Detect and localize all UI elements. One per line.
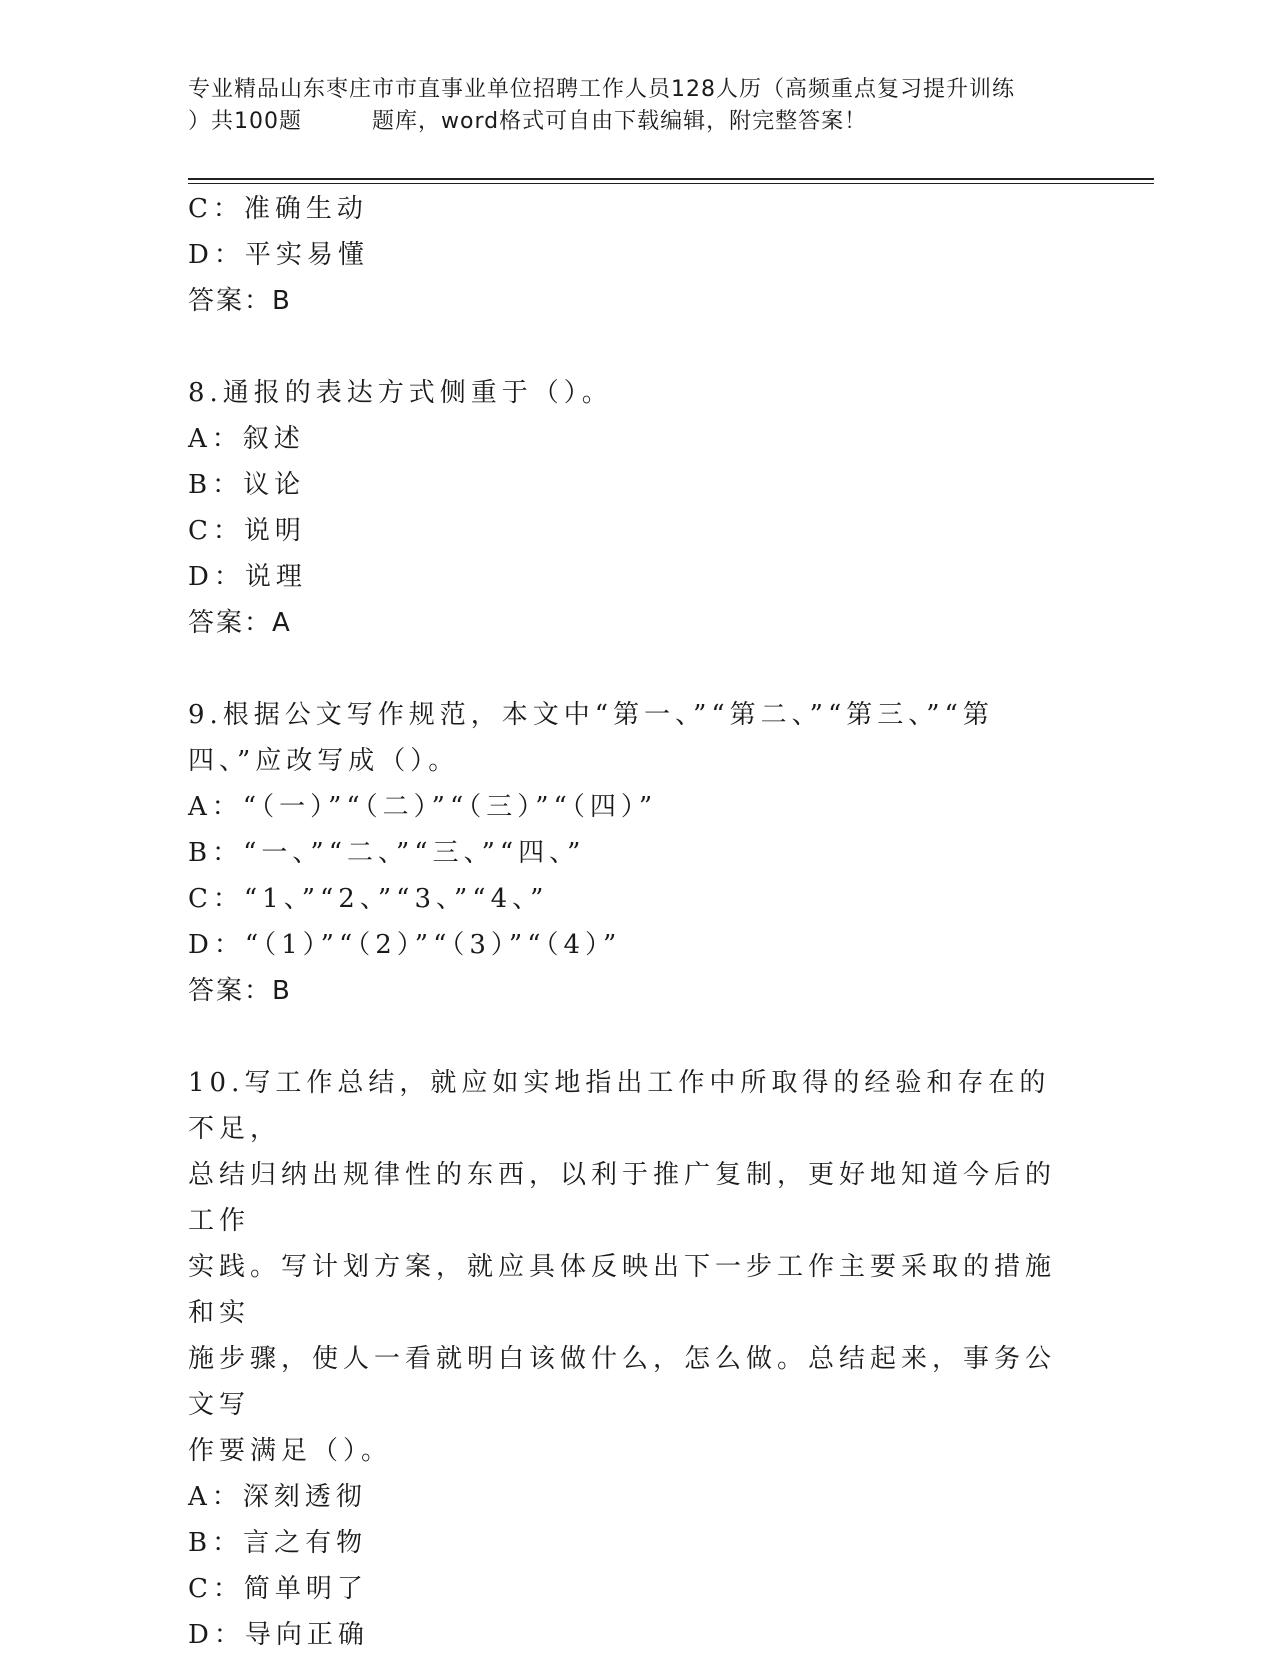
question-text-line: 四、”应改写成（）。 (188, 746, 460, 776)
question-text-line: 作要满足（）。 (188, 1436, 393, 1466)
question-8-block (188, 370, 1068, 646)
option-c: C：说明 (188, 516, 306, 546)
option-b: B：言之有物 (188, 1528, 368, 1558)
option-d: D：说理 (188, 562, 307, 592)
header-title-part2: 题库，word格式可自由下载编辑，附完整答案！ (372, 109, 868, 134)
question-text-line: 9.根据公文写作规范，本文中“第一、”“第二、”“第三、”“第 (188, 700, 994, 730)
answer-line: 答案：B (188, 976, 292, 1006)
question-7-block (188, 186, 1068, 324)
option-d: D：平实易懂 (188, 240, 369, 270)
option-c: C：“1、”“2、”“3、”“4、” (188, 884, 549, 914)
option-b: B：议论 (188, 470, 306, 500)
header-title-line2 (188, 106, 1088, 138)
header-title-line1: 专业精品山东枣庄市市直事业单位招聘工作人员128人历（高频重点复习提升训练 (188, 77, 1015, 102)
header-title-part1: ）共100题 (188, 109, 302, 134)
document-body (188, 186, 1068, 1658)
option-a: A：“（一）”“（二）”“（三）”“（四）” (188, 792, 658, 822)
question-text-line: 实践。写计划方案，就应具体反映出下一步工作主要采取的措施和实 (188, 1252, 1057, 1328)
answer-line: 答案：B (188, 286, 292, 316)
question-text-line: 10.写工作总结，就应如实地指出工作中所取得的经验和存在的不足， (188, 1068, 1051, 1144)
option-a: A：叙述 (188, 424, 305, 454)
option-b: B：“一、”“二、”“三、”“四、” (188, 838, 586, 868)
question-text-line: 总结归纳出规律性的东西，以利于推广复制，更好地知道今后的工作 (188, 1160, 1057, 1236)
answer-line: 答案：A (188, 608, 292, 638)
option-c: C：简单明了 (188, 1574, 368, 1604)
option-a: A：深刻透彻 (188, 1482, 367, 1512)
header-divider-thick (188, 178, 1154, 180)
header-divider-thin (188, 183, 1154, 184)
document-header (188, 74, 1088, 138)
question-10-block (188, 1060, 1068, 1658)
option-c: C：准确生动 (188, 194, 368, 224)
option-d: D：导向正确 (188, 1620, 369, 1650)
question-text-line: 施步骤，使人一看就明白该做什么，怎么做。总结起来，事务公文写 (188, 1344, 1057, 1420)
question-text: 8.通报的表达方式侧重于（）。 (188, 378, 613, 408)
question-9-block (188, 692, 1068, 1014)
option-d: D：“（1）”“（2）”“（3）”“（4）” (188, 930, 622, 960)
